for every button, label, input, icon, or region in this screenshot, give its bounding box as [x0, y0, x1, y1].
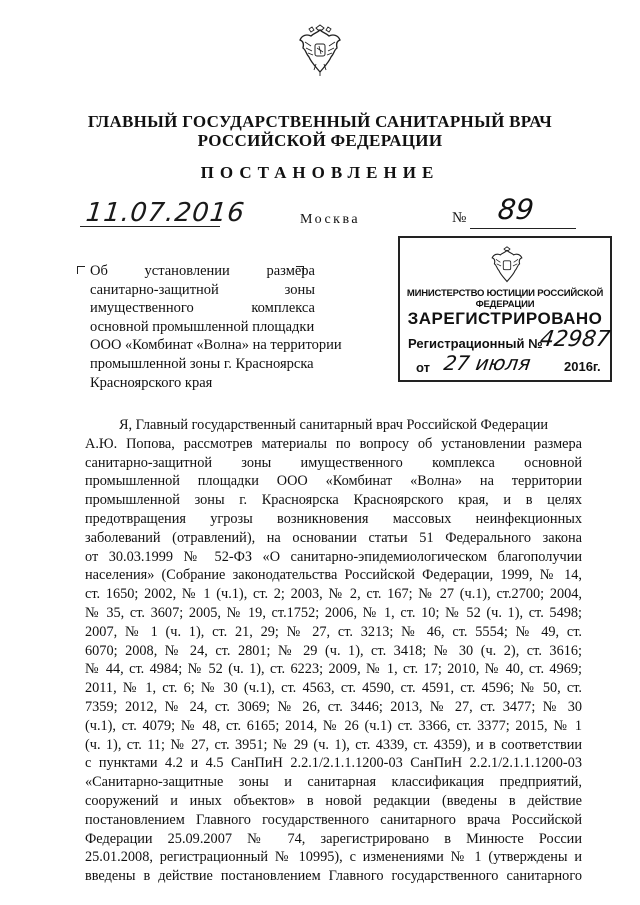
document-body — [85, 416, 582, 886]
stamp-date-prefix: от — [416, 360, 430, 375]
stamp-handwritten-date: 27 июля — [442, 351, 533, 375]
body-line: с пунктами 4.2 и 4.5 СанПиН 2.2.1/2.1.1.1200-03 СанПиН 2.2.1/2.1.1.1200-03 — [85, 755, 582, 772]
body-line: сооружений и иных объектов» в новой редакции (введены в действие — [85, 792, 582, 809]
coat-of-arms-icon — [297, 24, 343, 78]
body-line: промышленной зоны г. Красноярска Красноярского края, и в целях — [85, 492, 582, 509]
body-line: Федерации 25.09.2007 № 74, зарегистрировано в Минюсте России — [85, 830, 582, 847]
body-line: предотвращения угрозы возникновения массовых неинфекционных — [85, 510, 582, 527]
body-line: 25.01.2008, регистрационный № 10995), с изменениями № 1 (утверждены и — [85, 849, 582, 866]
number-sign: № — [452, 210, 467, 226]
stamp-ministry-name: МИНИСТЕРСТВО ЮСТИЦИИ РОССИЙСКОЙ ФЕДЕРАЦИИ — [406, 288, 604, 310]
subject-line: Об установлении размера — [90, 263, 315, 279]
body-line: (ч. 1), ст. 11; № 27, ст. 3951; № 29 (ч. 1), ст. 4339, ст. 4359), и в соответствии — [85, 736, 582, 753]
date-underline — [80, 226, 220, 227]
registration-stamp — [398, 236, 612, 382]
stamp-date-year: 2016г. — [564, 359, 601, 374]
subject-bracket-left — [77, 266, 85, 274]
stamp-coat-of-arms-icon — [490, 246, 524, 286]
body-line: № 44, ст. 4984; № 52 (ч. 1), ст. 6223; 2009, № 1, ст. 17; 2010, № 40, ст. 4969; — [85, 661, 582, 678]
body-line: № 35, ст. 3607; 2005, № 19, ст.1752; 2006, № 1, ст. 10; № 52 (ч. 1), ст. 5498; — [85, 604, 582, 621]
subject-line: ООО «Комбинат «Волна» на территории — [90, 337, 342, 354]
body-line: санитарно-защитной зоны имущественного комплекса основной — [85, 454, 582, 471]
number-underline — [470, 228, 576, 229]
subject-line: имущественного комплекса — [90, 300, 315, 317]
body-line: Я, Главный государственный санитарный врач Российской Федерации — [119, 417, 549, 433]
body-line: А.Ю. Попова, рассмотрев материалы по вопросу об установлении размера — [85, 435, 582, 452]
stamp-registration-label: Регистрационный № — [408, 336, 543, 351]
subject-line: основной промышленной площадки — [90, 318, 315, 335]
handwritten-document-number: 89 — [496, 193, 536, 226]
body-line: введены в действие постановлением Главного государственного санитарного — [85, 868, 582, 885]
body-line: 7359; 2012, № 24, ст. 3069; № 26, ст. 3446; 2013, № 27, ст. 3477; № 30 — [85, 698, 582, 715]
body-line: населения» (Собрание законодательства Российской Федерации, 1999, № 14, — [85, 567, 582, 584]
body-line: «Санитарно-защитные зоны и санитарная классификация предприятий, — [85, 774, 582, 791]
subject-line: санитарно-защитной зоны — [90, 281, 315, 298]
subject-line: Красноярского края — [90, 374, 213, 391]
document-subject — [90, 262, 342, 392]
body-line: (ч.1), ст. 4079; № 48, ст. 6165; 2014, № 26 (ч.1) ст. 3366, ст. 3377; 2015, № 1 — [85, 717, 582, 734]
stamp-registration-number: 42987 — [538, 327, 612, 352]
body-line: постановлением Главного государственного санитарного врача Российской — [85, 811, 582, 828]
body-line: 2007, № 1 (ч. 1), ст. 21, 29; № 27, ст. 3213; № 46, ст. 5554; № 49, ст. — [85, 623, 582, 640]
body-line: промышленной площадки ООО «Комбинат «Волна» на территории — [85, 473, 582, 490]
document-type-title: ПОСТАНОВЛЕНИЕ — [200, 163, 440, 182]
body-line: 6070; 2008, № 24, ст. 2801; № 29 (ч. 1), ст. 3418; № 30 (ч. 2), ст. 3616; — [85, 642, 582, 659]
subject-line: промышленной зоны г. Красноярска — [90, 355, 314, 372]
stamp-registered-label: ЗАРЕГИСТРИРОВАНО — [407, 309, 603, 328]
body-line: ст. 1650; 2002, № 1 (ч.1), ст. 2; 2003, № 2, ст. 167; № 27 (ч.1), ст.2700; 2004, — [85, 586, 582, 603]
body-line: заболеваний (отравлений), на основании статьи 51 Федерального закона — [85, 529, 582, 546]
city-label: Москва — [300, 212, 361, 227]
issuer-title-line-1: ГЛАВНЫЙ ГОСУДАРСТВЕННЫЙ САНИТАРНЫЙ ВРАЧ — [87, 112, 553, 131]
body-line: от 30.03.1999 № 52-ФЗ «О санитарно-эпидемиологическом благополучии — [85, 548, 582, 565]
handwritten-date: 11.07.2016 — [84, 198, 247, 228]
body-line: 2011, № 1, ст. 6; № 30 (ч.1), ст. 4563, ст. 4590, ст. 4591, ст. 4596; № 50, ст. — [85, 680, 582, 697]
issuer-title-line-2: РОССИЙСКОЙ ФЕДЕРАЦИИ — [197, 131, 443, 150]
